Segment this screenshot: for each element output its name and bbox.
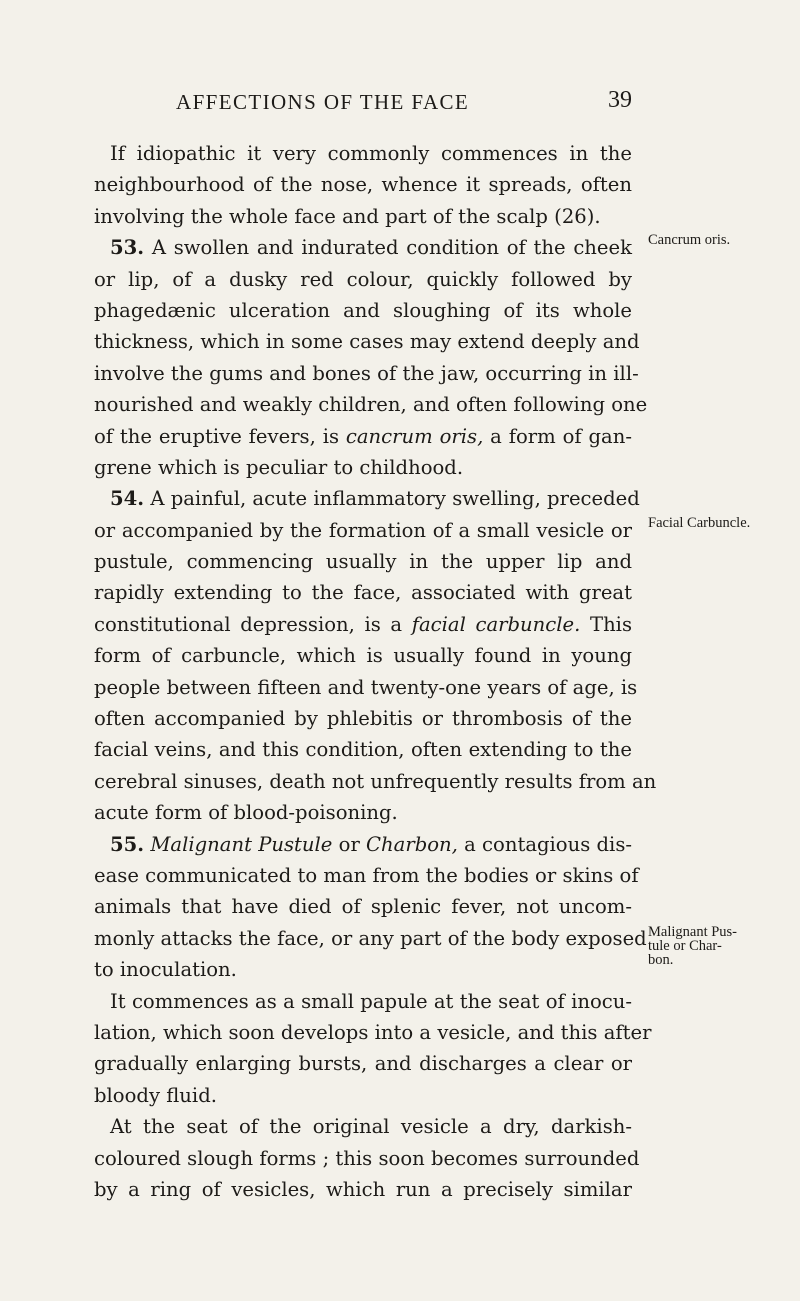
- text-line: rapidly extending to the face, associated with great: [94, 581, 632, 605]
- text-span: A painful, acute inflammatory swelling, preceded: [150, 487, 640, 511]
- margin-note-malignant-pustule: [648, 925, 800, 967]
- text-line: by a ring of vesicles, which run a precisely similar: [94, 1177, 632, 1201]
- italic-term: Malignant Pustule: [150, 832, 333, 856]
- text-line: often accompanied by phlebitis or thrombosis of the: [94, 707, 632, 731]
- page-number: 39: [608, 87, 632, 113]
- margin-note-text: Facial Carbuncle.: [648, 515, 751, 531]
- text-line: monly attacks the face, or any part of the body exposed: [94, 926, 647, 950]
- text-line: pustule, commencing usually in the upper lip and: [94, 550, 632, 574]
- section-number: 54.: [110, 487, 145, 511]
- text-span: This: [580, 612, 633, 636]
- text-line: animals that have died of splenic fever, not uncom-: [94, 895, 632, 919]
- text-line: people between fifteen and twenty-one years of age, is: [94, 675, 638, 699]
- italic-term: Charbon,: [366, 832, 458, 856]
- running-head: [176, 87, 632, 120]
- section-54-first-line: [94, 483, 640, 514]
- text-line: It commences as a small papule at the seat of inocu-: [110, 989, 632, 1013]
- section-number: 53.: [110, 236, 145, 260]
- text-line: facial veins, and this condition, often extending to the: [94, 738, 632, 762]
- text-line: lation, which soon develops into a vesicle, and this after: [94, 1020, 652, 1044]
- section-number: 55.: [110, 832, 145, 856]
- section-55-first-line: [94, 829, 632, 860]
- margin-note-text: Cancrum oris.: [648, 232, 731, 248]
- text-span: of the eruptive fevers, is: [94, 424, 346, 448]
- running-title: AFFECTIONS OF THE FACE: [176, 90, 470, 114]
- text-line: ease communicated to man from the bodies or skins of: [94, 863, 639, 887]
- text-line: coloured slough forms ; this soon becomes surrounded: [94, 1146, 640, 1170]
- text-line: or lip, of a dusky red colour, quickly followed by: [94, 267, 632, 291]
- text-line: or accompanied by the formation of a small vesicle or: [94, 518, 632, 542]
- margin-note-text: bon.: [648, 952, 674, 968]
- text-line: acute form of blood-poisoning.: [94, 801, 398, 825]
- text-span: a contagious dis-: [457, 832, 633, 856]
- margin-note-text: Malignant Pus-: [648, 924, 738, 940]
- text-span: A swollen and indurated condition of the cheek: [151, 236, 632, 260]
- text-line: [94, 609, 632, 640]
- text-line: If idiopathic it very commonly commences in the: [110, 142, 632, 165]
- text-span: a form of gan-: [483, 424, 632, 448]
- text-span: or: [332, 832, 367, 856]
- text-line: gradually enlarging bursts, and discharges a clear or: [94, 1052, 632, 1076]
- text-line: to inoculation.: [94, 958, 237, 982]
- body-text: [94, 138, 657, 1205]
- text-line: neighbourhood of the nose, whence it spreads, often: [94, 173, 632, 197]
- margin-note-cancrum-oris: [648, 233, 800, 247]
- text-line: thickness, which in some cases may extend deeply and: [94, 330, 640, 354]
- text-line: bloody fluid.: [94, 1083, 217, 1107]
- text-line: cerebral sinuses, death not unfrequently results from an: [94, 769, 657, 793]
- text-line: involve the gums and bones of the jaw, occurring in ill-: [94, 361, 639, 385]
- section-53-first-line: [94, 232, 632, 263]
- italic-term: facial carbuncle.: [411, 612, 581, 636]
- text-span: constitutional depression, is a: [94, 612, 412, 636]
- text-line: [94, 421, 632, 452]
- text-line: involving the whole face and part of the scalp (26).: [94, 204, 601, 228]
- text-line: phagedænic ulceration and sloughing of its whole: [94, 298, 632, 322]
- italic-term: cancrum oris,: [345, 424, 484, 448]
- text-line: grene which is peculiar to childhood.: [94, 455, 464, 479]
- text-line: form of carbuncle, which is usually found in young: [94, 644, 632, 668]
- margin-note-text: tule or Char-: [648, 938, 722, 954]
- text-line: nourished and weakly children, and often following one: [94, 393, 648, 417]
- margin-note-facial-carbuncle: [648, 516, 800, 530]
- text-line: At the seat of the original vesicle a dry, darkish-: [110, 1115, 632, 1139]
